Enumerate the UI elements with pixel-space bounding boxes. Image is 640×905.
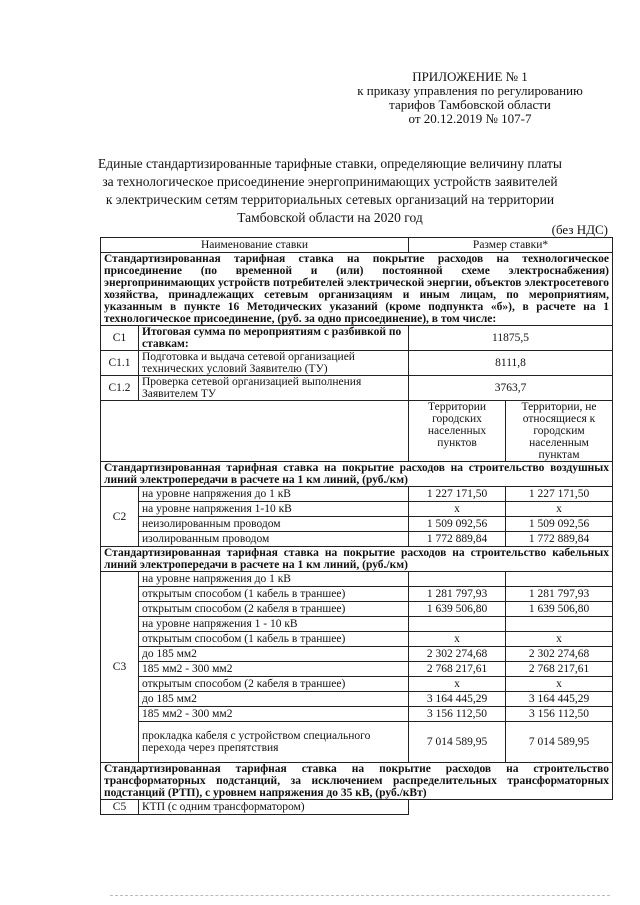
- table-row: [101, 692, 613, 707]
- table-row: [101, 800, 613, 815]
- row-value-other: 2 302 274,68: [506, 647, 613, 662]
- table-row: [101, 647, 613, 662]
- section-2-row: [101, 462, 613, 487]
- row-value: 3763,7: [409, 376, 613, 401]
- row-name: КТП (с одним трансформатором): [139, 800, 409, 815]
- row-name: открытым способом (2 кабеля в траншее): [139, 677, 409, 692]
- territory-header-row: [101, 401, 613, 462]
- row-name: Итоговая сумма по мероприятиям с разбивкой по ставкам:: [139, 326, 409, 351]
- row-name: 185 мм2 - 300 мм2: [139, 662, 409, 677]
- appendix-header: [330, 70, 610, 126]
- row-name: Подготовка и выдача сетевой организацией технических условий Заявителю (ТУ): [139, 351, 409, 376]
- row-code: C3: [101, 572, 139, 763]
- row-value-other: 3 156 112,50: [506, 707, 613, 722]
- row-value-urban: 3 164 445,29: [409, 692, 506, 707]
- document-title: [60, 155, 600, 227]
- table-row: [101, 532, 613, 547]
- row-value-other: [506, 572, 613, 587]
- row-value-other: 1 509 092,56: [506, 517, 613, 532]
- section-3-heading: Стандартизированная тарифная ставка на покрытие расходов на строительство кабельных линий электропередачи в расчете на 1 км линий, (руб./км): [101, 547, 613, 572]
- table-row: [101, 351, 613, 376]
- table-row: [101, 617, 613, 632]
- row-value-urban: x: [409, 502, 506, 517]
- row-name: изолированным проводом: [139, 532, 409, 547]
- row-value-other: x: [506, 632, 613, 647]
- row-value-urban: 1 772 889,84: [409, 532, 506, 547]
- row-name: открытым способом (1 кабель в траншее): [139, 632, 409, 647]
- appendix-line-2: к приказу управления по регулированию: [357, 83, 583, 98]
- row-value-other: x: [506, 502, 613, 517]
- table-row: [101, 662, 613, 677]
- row-code: C5: [101, 800, 139, 815]
- row-code: C1.1: [101, 351, 139, 376]
- vat-note: (без НДС): [551, 222, 608, 237]
- section-1-row: [101, 253, 613, 326]
- appendix-title: ПРИЛОЖЕНИЕ № 1: [412, 69, 528, 84]
- table-row: [101, 502, 613, 517]
- territory-blank: [101, 401, 409, 462]
- row-value-other: 1 639 506,80: [506, 602, 613, 617]
- appendix-line-3: тарифов Тамбовской области: [389, 97, 551, 112]
- section-2-heading: Стандартизированная тарифная ставка на покрытие расходов на строительство воздушных линий электропередачи в расчете на 1 км линий, (руб./км): [101, 462, 613, 487]
- row-name: неизолированным проводом: [139, 517, 409, 532]
- row-value-urban: 1 509 092,56: [409, 517, 506, 532]
- row-name: на уровне напряжения 1 - 10 кВ: [139, 617, 409, 632]
- table-row: [101, 587, 613, 602]
- row-name: открытым способом (1 кабель в траншее): [139, 587, 409, 602]
- appendix-date: от 20.12.2019 № 107-7: [408, 111, 532, 126]
- row-value-other: x: [506, 677, 613, 692]
- section-3-row: [101, 547, 613, 572]
- table-row: [101, 326, 613, 351]
- table-row: [101, 602, 613, 617]
- tariff-table: [100, 237, 613, 815]
- section-5-heading: Стандартизированная тарифная ставка на покрытие расходов на строительство трансформаторных подстанций, за исключением распределительных трансформаторных подстанций (РТП), с уровнем напряжения до 35 кВ, (руб./кВт): [101, 763, 613, 800]
- col-header-name: Наименование ставки: [101, 238, 409, 253]
- row-value-other: [506, 617, 613, 632]
- row-value-urban: 7 014 589,95: [409, 722, 506, 763]
- table-row: [101, 517, 613, 532]
- territory-other-header: Территории, не относящиеся к городским населенным пунктам: [506, 401, 613, 462]
- row-value-other: 2 768 217,61: [506, 662, 613, 677]
- row-name: прокладка кабеля с устройством специального перехода через препятствия: [139, 722, 409, 763]
- page-bottom-divider: [110, 895, 610, 896]
- row-value: 8111,8: [409, 351, 613, 376]
- row-value-urban: 2 302 274,68: [409, 647, 506, 662]
- row-code: C1.2: [101, 376, 139, 401]
- table-row: [101, 572, 613, 587]
- row-code: C1: [101, 326, 139, 351]
- row-name: 185 мм2 - 300 мм2: [139, 707, 409, 722]
- title-line-3: к электрическим сетям территориальных сетевых организаций на территории: [105, 192, 555, 207]
- row-value-other: 1 281 797,93: [506, 587, 613, 602]
- row-value-other: 1 227 171,50: [506, 487, 613, 502]
- row-value-other: 7 014 589,95: [506, 722, 613, 763]
- territory-urban-header: Территории городских населенных пунктов: [409, 401, 506, 462]
- table-row: [101, 677, 613, 692]
- row-value-urban: 1 639 506,80: [409, 602, 506, 617]
- row-code: C2: [101, 487, 139, 547]
- title-line-1: Единые стандартизированные тарифные ставки, определяющие величину платы: [98, 156, 562, 171]
- row-name: до 185 мм2: [139, 647, 409, 662]
- section-1-heading: Стандартизированная тарифная ставка на покрытие расходов на технологическое присоединение (по временной и (или) постоянной схеме электроснабжения) энергопринимающих устройств потребителей электрической энергии, объектов электросетевого хозяйства, принадлежащих сетевым организациям и иным лицам, по мероприятиям, указанным в пункте 16 Методических указаний (кроме подпункта «б»), в расчете на 1 технологическое присоединение, (руб. за одно присоединение), в том числе:: [101, 253, 613, 326]
- col-header-size: Размер ставки*: [409, 238, 613, 253]
- table-row: [101, 376, 613, 401]
- row-value-urban: 2 768 217,61: [409, 662, 506, 677]
- title-line-2: за технологическое присоединение энергопринимающих устройств заявителей: [102, 174, 558, 189]
- row-value-urban: 1 281 797,93: [409, 587, 506, 602]
- row-value-urban: [409, 572, 506, 587]
- table-row: [101, 707, 613, 722]
- table-row: [101, 632, 613, 647]
- row-name: открытым способом (2 кабеля в траншее): [139, 602, 409, 617]
- table-header-row: [101, 238, 613, 253]
- row-value: 11875,5: [409, 326, 613, 351]
- row-name: Проверка сетевой организацией выполнения Заявителем ТУ: [139, 376, 409, 401]
- table-row: [101, 722, 613, 763]
- section-5-row: [101, 763, 613, 800]
- row-value-urban: 3 156 112,50: [409, 707, 506, 722]
- row-name: на уровне напряжения 1-10 кВ: [139, 502, 409, 517]
- row-value-urban: 1 227 171,50: [409, 487, 506, 502]
- row-value-urban: x: [409, 677, 506, 692]
- title-line-4: Тамбовской области на 2020 год: [237, 210, 423, 225]
- row-name: до 185 мм2: [139, 692, 409, 707]
- row-name: на уровне напряжения до 1 кВ: [139, 572, 409, 587]
- row-value-other: 3 164 445,29: [506, 692, 613, 707]
- row-value-urban: [409, 617, 506, 632]
- row-value-urban: [409, 800, 506, 815]
- table-row: [101, 487, 613, 502]
- row-value-other: 1 772 889,84: [506, 532, 613, 547]
- row-value-other: [506, 800, 613, 815]
- row-name: на уровне напряжения до 1 кВ: [139, 487, 409, 502]
- row-value-urban: x: [409, 632, 506, 647]
